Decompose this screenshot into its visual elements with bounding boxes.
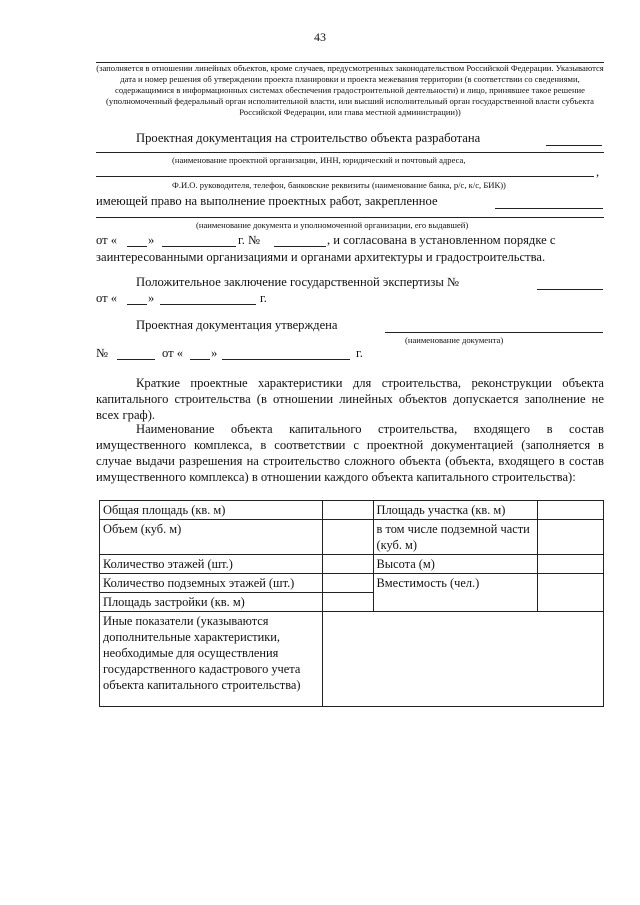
approved-number-label: № <box>96 346 109 360</box>
approved-number-field[interactable] <box>117 359 155 360</box>
volume-label: Объем (куб. м) <box>100 520 323 555</box>
floors-label: Количество этажей (шт.) <box>100 555 323 574</box>
height-label: Высота (м) <box>373 555 538 574</box>
expertise-from-label: от « <box>96 291 118 305</box>
characteristics-paragraph-1: Краткие проектные характеристики для строительства, реконструкции объекта капитального строительства (в отношении линейных объектов допускается заполнение не всех граф). <box>96 376 604 422</box>
page-number: 43 <box>314 30 326 44</box>
volume-value[interactable] <box>322 520 373 555</box>
approved-year-label: г. <box>356 346 363 360</box>
approved-doc-field[interactable] <box>385 332 603 333</box>
org-name-field[interactable] <box>96 152 604 153</box>
date-month-field[interactable] <box>162 246 236 247</box>
expertise-day-field[interactable] <box>127 304 147 305</box>
doc-note: (наименование документа и уполномоченной организации, его выдавшей) <box>196 220 469 230</box>
table-row <box>100 520 604 555</box>
capacity-label: Вместимость (чел.) <box>373 574 538 612</box>
expertise-number-field[interactable] <box>537 289 603 290</box>
building-area-label: Площадь застройки (кв. м) <box>100 593 323 612</box>
table-row <box>100 501 604 520</box>
intro-note: (заполняется в отношении линейных объектов, кроме случаев, предусмотренных законодательством Российской Федерации. Указываются дата и номер решения об утверждении проекта планировки и проекта межевания территории (в соответствии со сведениями, содержащимися в информационных системах обеспечения градостроительной деятельности) и лицо, принявшее такое решение (уполномоченный федеральный орган исполнительной власти, или высший исполнительный орган государственной власти субъекта Российской Федерации, или глава местной администрации)) <box>96 63 604 117</box>
approved-note: (наименование документа) <box>405 335 504 345</box>
table-row <box>100 574 604 593</box>
plot-area-label: Площадь участка (кв. м) <box>373 501 538 520</box>
characteristics-table <box>99 500 604 707</box>
characteristics-paragraph-2: Наименование объекта капитального строительства, входящего в состав имущественного комплекса, в соответствии с проектной документацией (заполняется в случае выдачи разрешения на строительство сложного объекта (объекта, входящего в состав имущественного комплекса) в отношении каждого объекта капитального строительства): <box>96 422 604 484</box>
agreed-continuation: заинтересованными организациями и органами архитектуры и градостроительства. <box>96 250 546 264</box>
expertise-year-label: г. <box>260 291 267 305</box>
date-close-quote: » <box>148 233 155 247</box>
approved-close-quote: » <box>211 346 218 360</box>
doc-number-field[interactable] <box>274 246 326 247</box>
approved-day-field[interactable] <box>190 359 210 360</box>
underground-floors-value[interactable] <box>322 574 373 593</box>
other-indicators-label: Иные показатели (указываются дополнительные характеристики, необходимые для осуществления государственного кадастрового учета объекта капитального строительства) <box>100 612 323 707</box>
rights-label: имеющей право на выполнение проектных работ, закрепленное <box>96 194 438 208</box>
floors-value[interactable] <box>322 555 373 574</box>
total-area-label: Общая площадь (кв. м) <box>100 501 323 520</box>
height-value[interactable] <box>538 555 604 574</box>
date-day-field[interactable] <box>127 246 147 247</box>
date-year-number-label: г. № <box>238 233 261 247</box>
total-area-value[interactable] <box>322 501 373 520</box>
org-details-field[interactable] <box>96 176 594 177</box>
approved-label: Проектная документация утверждена <box>136 318 338 332</box>
underground-part-value[interactable] <box>538 520 604 555</box>
expertise-month-field[interactable] <box>160 304 256 305</box>
head-note: Ф.И.О. руководителя, телефон, банковские реквизиты (наименование банка, р/с, к/с, БИК)) <box>172 180 506 190</box>
date-from-label: от « <box>96 233 118 247</box>
table-row <box>100 555 604 574</box>
capacity-value[interactable] <box>538 574 604 612</box>
underground-part-label: в том числе подземной части (куб. м) <box>373 520 538 555</box>
plot-area-value[interactable] <box>538 501 604 520</box>
rights-doc-field[interactable] <box>96 217 604 218</box>
approved-from-label: от « <box>162 346 184 360</box>
table-row <box>100 612 604 707</box>
underground-floors-label: Количество подземных этажей (шт.) <box>100 574 323 593</box>
building-area-value[interactable] <box>322 593 373 612</box>
expertise-label: Положительное заключение государственной экспертизы № <box>136 275 460 289</box>
expertise-close-quote: » <box>148 291 155 305</box>
other-indicators-value[interactable] <box>322 612 603 707</box>
org-note: (наименование проектной организации, ИНН, юридический и почтовый адреса, <box>172 155 466 165</box>
developed-by-field[interactable] <box>546 145 602 146</box>
rights-field[interactable] <box>495 208 603 209</box>
trailing-comma: , <box>596 165 600 179</box>
approved-month-field[interactable] <box>222 359 350 360</box>
agreed-label: , и согласована в установленном порядке с <box>327 233 556 247</box>
developed-by-label: Проектная документация на строительство объекта разработана <box>136 131 481 145</box>
